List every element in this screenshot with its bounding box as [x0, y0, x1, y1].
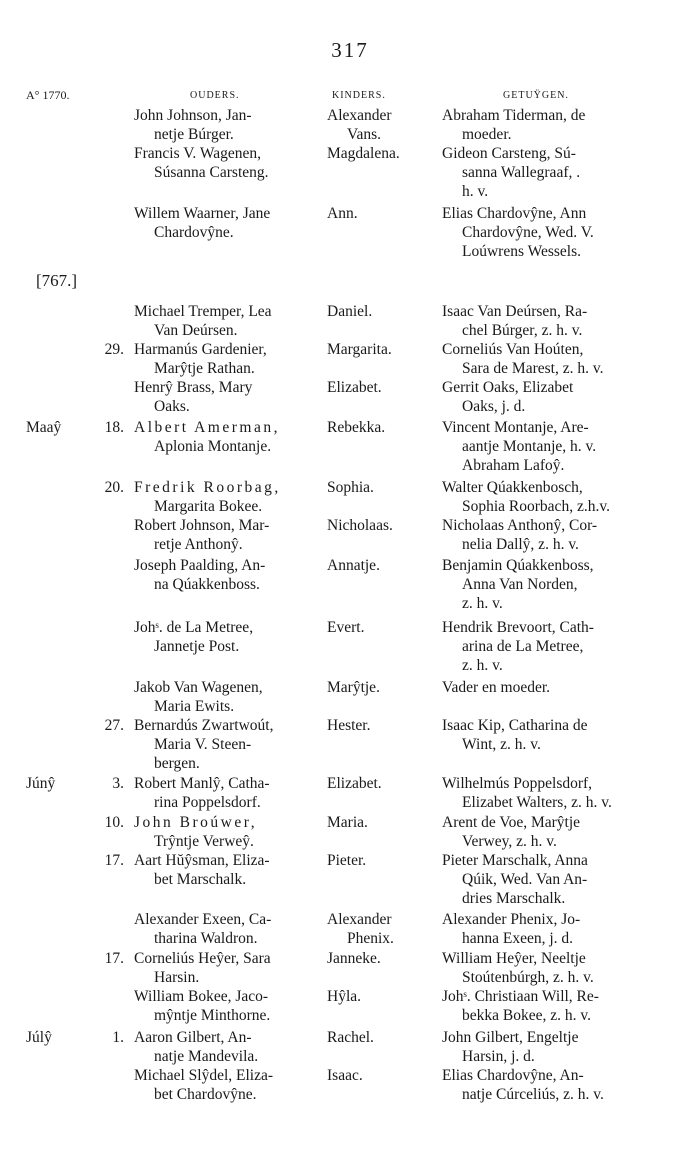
entry-month: Júnŷ	[26, 775, 56, 792]
entry-witnesses-line: Sara de Marest, z. h. v.	[462, 360, 604, 377]
entry-witnesses-line: Verwey, z. h. v.	[462, 833, 557, 850]
entry-child	[327, 516, 435, 535]
entry-child-line: Magdalena.	[327, 145, 400, 162]
entry-witnesses-line: sanna Wallegraaf, .	[462, 164, 581, 181]
entry-witnesses-line: Elizabet Walters, z. h. v.	[462, 794, 612, 811]
entry-parents-line: Aart Hŭŷsman, Eliza-	[134, 852, 270, 869]
entry-witnesses	[442, 302, 664, 340]
entry-witnesses-line: Abraham Lafoŷ.	[462, 457, 565, 474]
entry-child	[327, 418, 435, 437]
entry-witnesses-line: Stoútenbúrgh, z. h. v.	[462, 969, 594, 986]
entry-child	[327, 478, 435, 497]
entry-child	[327, 1028, 435, 1047]
entry-witnesses-line: Vader en moeder.	[442, 679, 551, 696]
entry-child-line: Janneke.	[327, 950, 381, 967]
entry-witnesses-line: Corneliús Van Hoúten,	[442, 341, 584, 358]
entry-witnesses	[442, 851, 664, 908]
entry-child	[327, 302, 435, 321]
entry-witnesses	[442, 340, 664, 378]
entry-parents	[134, 556, 319, 594]
entry-parents-line: John Broúwer,	[134, 814, 258, 831]
entry-parents-line: bet Chardovŷne.	[154, 1086, 257, 1103]
entry-child-line: Elizabet.	[327, 379, 382, 396]
entry-witnesses-line: z. h. v.	[462, 595, 503, 612]
entry-witnesses	[442, 556, 664, 613]
entry-child	[327, 144, 435, 163]
entry-parents-line: mŷntje Minthorne.	[154, 1007, 271, 1024]
entry-child-line: Annatje.	[327, 557, 380, 574]
entry-day: 10.	[104, 814, 124, 831]
entry-witnesses	[442, 418, 664, 475]
entry-parents	[134, 106, 319, 144]
section-marker: [767.]	[36, 271, 78, 290]
entry-witnesses-line: Arent de Voe, Marŷtje	[442, 814, 581, 831]
entry-child-line: Vans.	[347, 126, 382, 143]
year-label: A° 1770.	[26, 88, 70, 102]
entry-parents-line: William Bokee, Jaco-	[134, 988, 269, 1005]
entry-child	[327, 949, 435, 968]
entry-witnesses	[442, 144, 664, 201]
entry-parents	[134, 418, 319, 456]
entry-child-line: Phenix.	[347, 930, 394, 947]
entry-parents-line: natje Mandevila.	[154, 1048, 259, 1065]
entry-month: Maaŷ	[26, 419, 62, 436]
entry-parents-line: Michael Slŷdel, Eliza-	[134, 1067, 274, 1084]
entry-witnesses	[442, 678, 664, 697]
entry-child-line: Pieter.	[327, 852, 367, 869]
entry-witnesses-line: Sophia Roorbach, z.h.v.	[462, 498, 610, 515]
entry-parents-line: netje Búrger.	[154, 126, 234, 143]
entry-child-line: Elizabet.	[327, 775, 382, 792]
entry-parents-line: Henrŷ Brass, Mary	[134, 379, 253, 396]
entry-parents-line: retje Anthonŷ.	[154, 536, 243, 553]
entry-day: 3.	[112, 775, 124, 792]
entry-day: 29.	[104, 341, 124, 358]
entry-child-line: Hŷla.	[327, 988, 362, 1005]
entry-parents-line: Corneliús Heŷer, Sara	[134, 950, 271, 967]
entry-parents-line: Harmanús Gardenier,	[134, 341, 267, 358]
entry-witnesses-line: moeder.	[462, 126, 512, 143]
entry-witnesses-line: Benjamin Qúakkenboss,	[442, 557, 594, 574]
entry-witnesses-line: chel Búrger, z. h. v.	[462, 322, 583, 339]
entry-parents-line: Van Deúrsen.	[154, 322, 238, 339]
page-number: 317	[331, 38, 369, 62]
entry-child	[327, 204, 435, 223]
entry-child	[327, 987, 435, 1006]
entry-witnesses-line: Johˢ. Christiaan Will, Re-	[442, 988, 599, 1005]
entry-day: 17.	[104, 852, 124, 869]
entry-child-line: Maria.	[327, 814, 368, 831]
entry-child	[327, 618, 435, 637]
entry-witnesses-line: Hendrik Brevoort, Cath-	[442, 619, 594, 636]
entry-day: 1.	[112, 1029, 124, 1046]
parents-column-header: OUDERS.	[190, 90, 240, 101]
entry-parents-line: Francis V. Wagenen,	[134, 145, 262, 162]
entry-child	[327, 378, 435, 397]
entry-child	[327, 678, 435, 697]
entry-parents-line: Oaks.	[154, 398, 190, 415]
entry-parents-line: rina Poppelsdorf.	[154, 794, 261, 811]
entry-witnesses	[442, 813, 664, 851]
entry-witnesses-line: Loúwrens Wessels.	[462, 243, 582, 260]
entry-parents	[134, 1066, 319, 1104]
entry-parents	[134, 516, 319, 554]
entry-parents-line: na Qúakkenboss.	[154, 576, 260, 593]
entry-witnesses	[442, 774, 664, 812]
entry-parents	[134, 949, 319, 987]
entry-child	[327, 774, 435, 793]
entry-witnesses-line: Anna Van Norden,	[462, 576, 578, 593]
entry-witnesses-line: Walter Qúakkenbosch,	[442, 479, 583, 496]
entry-parents	[134, 774, 319, 812]
entry-parents-line: Maria Ewits.	[154, 698, 235, 715]
entry-witnesses-line: Oaks, j. d.	[462, 398, 526, 415]
entry-day: 18.	[104, 419, 124, 436]
entry-child	[327, 556, 435, 575]
entry-witnesses-line: bekka Bokee, z. h. v.	[462, 1007, 591, 1024]
entry-witnesses-line: Isaac Kip, Catharina de	[442, 717, 588, 734]
entry-witnesses-line: hanna Exeen, j. d.	[462, 930, 574, 947]
entry-parents	[134, 478, 319, 516]
entry-witnesses-line: Abraham Tiderman, de	[442, 107, 586, 124]
entry-parents-line: Súsanna Carsteng.	[154, 164, 269, 181]
entry-child	[327, 106, 435, 144]
entry-parents	[134, 340, 319, 378]
entry-witnesses-line: John Gilbert, Engeltje	[442, 1029, 579, 1046]
entry-witnesses	[442, 949, 664, 987]
entry-child-line: Margarita.	[327, 341, 392, 358]
entry-child-line: Daniel.	[327, 303, 373, 320]
entry-parents-line: Robert Johnson, Mar-	[134, 517, 270, 534]
entry-witnesses-line: natje Cúrceliús, z. h. v.	[462, 1086, 604, 1103]
entry-parents	[134, 987, 319, 1025]
entry-parents-line: Joseph Paalding, An-	[134, 557, 266, 574]
entry-witnesses-line: Wilhelmús Poppelsdorf,	[442, 775, 593, 792]
entry-parents-line: Margarita Bokee.	[154, 498, 263, 515]
entry-witnesses-line: Pieter Marschalk, Anna	[442, 852, 588, 869]
entry-parents-line: Albert Amerman,	[134, 419, 280, 436]
entry-child-line: Sophia.	[327, 479, 374, 496]
entry-witnesses	[442, 378, 664, 416]
entry-child	[327, 813, 435, 832]
entry-child-line: Ann.	[327, 205, 358, 222]
entry-child-line: Nicholaas.	[327, 517, 393, 534]
entry-witnesses-line: Gerrit Oaks, Elizabet	[442, 379, 574, 396]
entry-witnesses-line: Elias Chardovŷne, Ann	[442, 205, 587, 222]
entry-month: Júlŷ	[26, 1029, 52, 1046]
entry-child	[327, 910, 435, 948]
entry-parents	[134, 204, 319, 242]
entry-parents-line: Aaron Gilbert, An-	[134, 1029, 252, 1046]
entry-witnesses-line: Qúik, Wed. Van An-	[462, 871, 588, 888]
entry-child-line: Rachel.	[327, 1029, 374, 1046]
entry-parents-line: bet Marschalk.	[154, 871, 247, 888]
entry-witnesses-line: Vincent Montanje, Are-	[442, 419, 589, 436]
entry-child-line: Isaac.	[327, 1067, 363, 1084]
entry-witnesses-line: h. v.	[462, 183, 489, 200]
entry-parents-line: bergen.	[154, 755, 200, 772]
entry-witnesses	[442, 618, 664, 675]
entry-witnesses-line: arina de La Metree,	[462, 638, 584, 655]
witnesses-column-header: GETUŸGEN.	[503, 90, 569, 101]
entry-child	[327, 340, 435, 359]
entry-witnesses-line: Gideon Carsteng, Sú-	[442, 145, 576, 162]
entry-witnesses-line: Nicholaas Anthonŷ, Cor-	[442, 517, 598, 534]
entry-parents	[134, 302, 319, 340]
entry-witnesses-line: Harsin, j. d.	[462, 1048, 535, 1065]
entry-child-line: Alexander	[327, 107, 392, 124]
entry-witnesses	[442, 204, 664, 261]
entry-witnesses	[442, 516, 664, 554]
entry-child	[327, 851, 435, 870]
entry-parents	[134, 813, 319, 851]
entry-child-line: Marŷtje.	[327, 679, 380, 696]
entry-witnesses-line: Isaac Van Deúrsen, Ra-	[442, 303, 588, 320]
entry-witnesses	[442, 987, 664, 1025]
entry-day: 20.	[104, 479, 124, 496]
entry-witnesses-line: nelia Dallŷ, z. h. v.	[462, 536, 579, 553]
entry-parents-line: Robert Manlŷ, Catha-	[134, 775, 270, 792]
entry-witnesses	[442, 1028, 664, 1066]
entry-parents-line: Aplonia Montanje.	[154, 438, 272, 455]
entry-parents	[134, 716, 319, 773]
entry-parents	[134, 378, 319, 416]
entry-parents-line: Michael Tremper, Lea	[134, 303, 272, 320]
entry-parents	[134, 144, 319, 182]
entry-day: 17.	[104, 950, 124, 967]
entry-parents-line: Willem Waarner, Jane	[134, 205, 271, 222]
entry-parents-line: Johˢ. de La Metree,	[134, 619, 254, 636]
entry-witnesses	[442, 716, 664, 754]
entry-parents-line: Bernardús Zwartwoút,	[134, 717, 274, 734]
entry-parents-line: Fredrik Roorbag,	[134, 479, 281, 496]
entry-witnesses-line: Alexander Phenix, Jo-	[442, 911, 581, 928]
entry-witnesses-line: Elias Chardovŷne, An-	[442, 1067, 584, 1084]
entry-witnesses	[442, 106, 664, 144]
entry-witnesses-line: Chardovŷne, Wed. V.	[462, 224, 594, 241]
entry-witnesses	[442, 1066, 664, 1104]
entry-parents	[134, 618, 319, 656]
entry-witnesses-line: William Heŷer, Neeltje	[442, 950, 586, 967]
entry-parents-line: Jakob Van Wagenen,	[134, 679, 263, 696]
entry-parents-line: Harsin.	[154, 969, 200, 986]
entry-witnesses-line: aantje Montanje, h. v.	[462, 438, 597, 455]
entry-witnesses-line: Wint, z. h. v.	[462, 736, 541, 753]
entry-child-line: Evert.	[327, 619, 365, 636]
entry-child-line: Alexander	[327, 911, 392, 928]
entry-child-line: Rebekka.	[327, 419, 386, 436]
entry-parents-line: tharina Waldron.	[154, 930, 258, 947]
entry-child	[327, 716, 435, 735]
entry-day: 27.	[104, 717, 124, 734]
entry-parents	[134, 1028, 319, 1066]
entry-parents-line: Maria V. Steen-	[154, 736, 252, 753]
entry-parents	[134, 851, 319, 889]
entry-parents	[134, 910, 319, 948]
entry-witnesses	[442, 478, 664, 516]
entry-witnesses-line: z. h. v.	[462, 657, 503, 674]
entry-parents-line: Chardovŷne.	[154, 224, 234, 241]
entry-parents-line: Marŷtje Rathan.	[154, 360, 255, 377]
entry-parents-line: Alexander Exeen, Ca-	[134, 911, 272, 928]
entry-child-line: Hester.	[327, 717, 371, 734]
entry-child	[327, 1066, 435, 1085]
entry-parents	[134, 678, 319, 716]
entry-parents-line: Trŷntje Verweŷ.	[154, 833, 254, 850]
entry-parents-line: Jannetje Post.	[154, 638, 240, 655]
entry-witnesses	[442, 910, 664, 948]
entry-witnesses-line: dries Marschalk.	[462, 890, 566, 907]
children-column-header: KINDERS.	[332, 90, 386, 101]
entry-parents-line: John Johnson, Jan-	[134, 107, 252, 124]
